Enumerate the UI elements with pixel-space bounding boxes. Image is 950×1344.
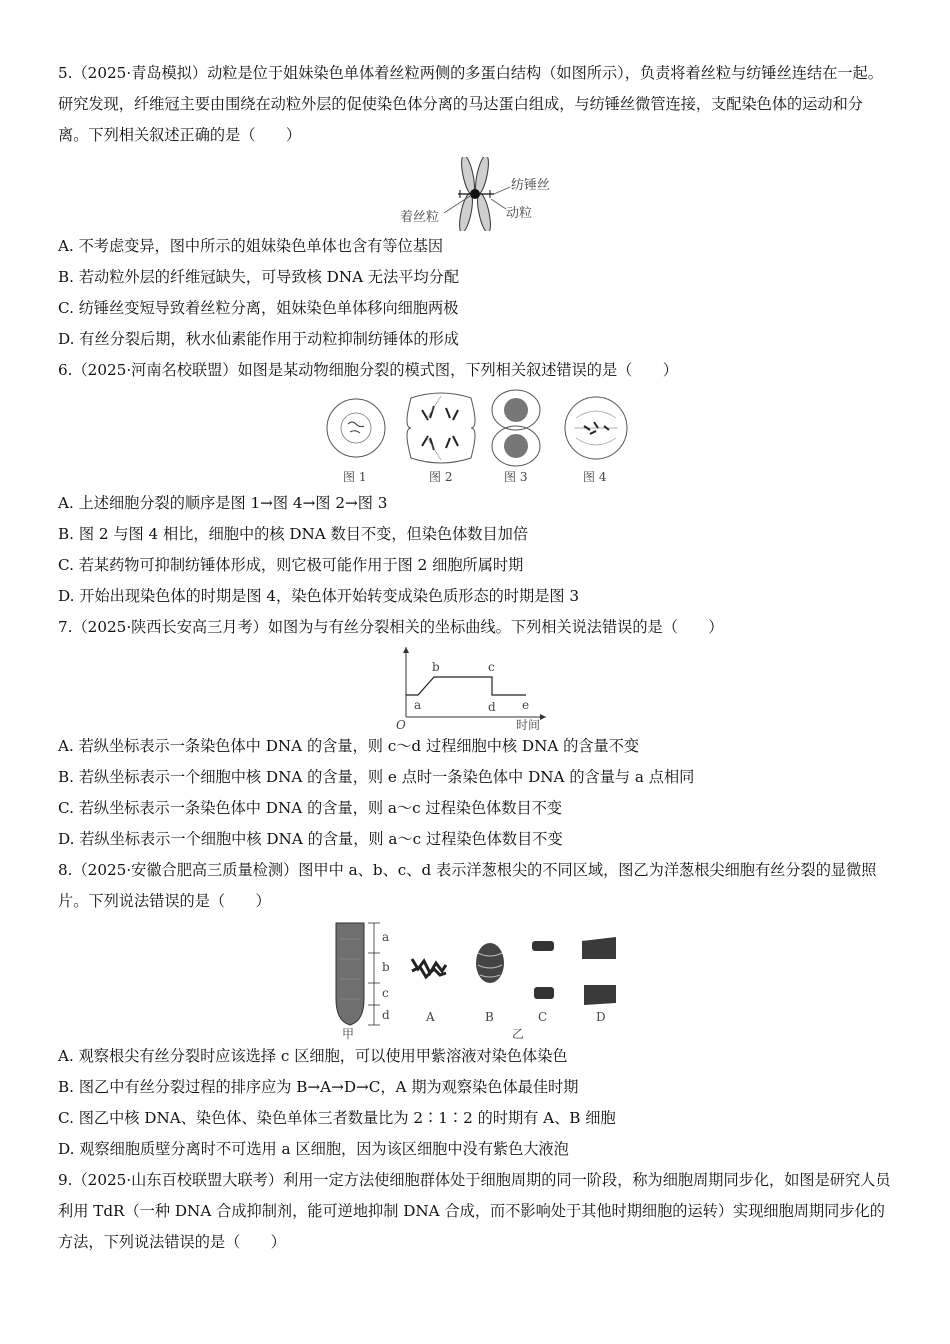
cell-label-a: A (426, 1010, 435, 1024)
fig-label-1: 图 1 (343, 470, 367, 484)
q7-option-b: B. 若纵坐标表示一个细胞中核 DNA 的含量，则 e 点时一条染色体中 DNA 的含量与 a 点相同 (58, 768, 695, 786)
graph-xlabel: 时间 (516, 718, 541, 731)
cell-figure-3 (492, 390, 540, 466)
chromosome-illustration (444, 157, 510, 231)
label-yi: 乙 (512, 1027, 525, 1041)
q6-option-c: C. 若某药物可抑制纺锤体形成，则它极可能作用于图 2 细胞所属时期 (58, 556, 524, 574)
graph-curve (406, 677, 526, 695)
q8-option-d: D. 观察细胞质壁分离时不可选用 a 区细胞，因为该区细胞中没有紫色大液泡 (58, 1140, 569, 1158)
cell-figure-1 (327, 399, 385, 457)
zone-b: b (382, 960, 390, 974)
q7-option-c: C. 若纵坐标表示一条染色体中 DNA 的含量，则 a～c 过程染色体数目不变 (58, 799, 563, 817)
graph-point-a: a (414, 698, 422, 712)
q8-option-a: A. 观察根尖有丝分裂时应该选择 c 区细胞，可以使用甲紫溶液对染色体染色 (58, 1047, 568, 1065)
q7-option-a: A. 若纵坐标表示一条染色体中 DNA 的含量，则 c～d 过程细胞中核 DNA 的含量不变 (58, 737, 640, 755)
q8-stem: 8.（2025·安徽合肥高三质量检测）图甲中 a、b、c、d 表示洋葱根尖的不同区域，图乙为洋葱根尖细胞有丝分裂的显微照片。下列说法错误的是（ ） (58, 861, 877, 910)
micrograph-d (582, 937, 616, 1005)
cell-label-c: C (538, 1010, 548, 1024)
graph-point-c: c (488, 660, 495, 674)
label-jia: 甲 (342, 1027, 355, 1041)
cell-label-d: D (596, 1010, 606, 1024)
micrograph-b (476, 943, 504, 983)
q6-option-d: D. 开始出现染色体的时期是图 4，染色体开始转变成染色质形态的时期是图 3 (58, 587, 580, 605)
q5-stem: 5.（2025·青岛模拟）动粒是位于姐妹染色单体着丝粒两侧的多蛋白结构（如图所示），负责将着丝粒与纺锤丝连结在一起。研究发现，纤维冠主要由围绕在动粒外层的促使染色体分离的马达蛋白组成，与纺锤丝微管连接，支配染色体的运动和分离。下列相关叙述正确的是（ ） (58, 64, 883, 144)
fig-label-3: 图 3 (504, 470, 528, 484)
graph-point-d: d (488, 700, 496, 714)
q7-option-d: D. 若纵坐标表示一个细胞中核 DNA 的含量，则 a～c 过程染色体数目不变 (58, 830, 563, 848)
root-tip-photo (336, 923, 364, 1025)
zone-d: d (382, 1008, 390, 1022)
graph-origin: O (396, 718, 406, 731)
q9-stem: 9.（2025·山东百校联盟大联考）利用一定方法使细胞群体处于细胞周期的同一阶段，称为细胞周期同步化，如图是研究人员利用 TdR（一种 DNA 合成抑制剂，能可逆地抑制 DNA 合成，而不影响处于其他时期细胞的运转）实现细胞周期同步化的方法，下列说法错误的是（ ） (58, 1171, 891, 1251)
q5-option-b: B. 若动粒外层的纤维冠缺失，可导致核 DNA 无法平均分配 (58, 268, 460, 286)
question-page (58, 56, 892, 1258)
label-kinetochore: 动粒 (506, 206, 533, 221)
label-centromere: 着丝粒 (400, 210, 440, 225)
q5-option-a: A. 不考虑变异，图中所示的姐妹染色单体也含有等位基因 (58, 237, 444, 255)
q8-root-tip-figure (328, 919, 638, 1041)
label-spindle: 纺锤丝 (511, 178, 551, 193)
q7-coordinate-graph (394, 645, 554, 731)
q6-option-b: B. 图 2 与图 4 相比，细胞中的核 DNA 数目不变，但染色体数目加倍 (58, 525, 529, 543)
fig-label-4: 图 4 (583, 470, 607, 484)
q6-stem: 6.（2025·河南名校联盟）如图是某动物细胞分裂的模式图，下列相关叙述错误的是（ ） (58, 361, 678, 379)
cell-figure-2 (407, 393, 475, 463)
q6-option-a: A. 上述细胞分裂的顺序是图 1→图 4→图 2→图 3 (58, 494, 388, 512)
micrograph-c (532, 941, 554, 999)
zone-c: c (382, 986, 389, 1000)
q5-option-d: D. 有丝分裂后期，秋水仙素能作用于动粒抑制纺锤体的形成 (58, 330, 459, 348)
cell-figure-4 (565, 397, 627, 459)
q5-kinetochore-figure (398, 157, 578, 231)
graph-point-e: e (522, 698, 530, 712)
zone-bracket (368, 923, 380, 1025)
q5-option-c: C. 纺锤丝变短导致着丝粒分离，姐妹染色单体移向细胞两极 (58, 299, 459, 317)
cell-label-b: B (485, 1010, 494, 1024)
zone-a: a (382, 930, 390, 944)
micrograph-a (412, 959, 446, 977)
q7-stem: 7.（2025·陕西长安高三月考）如图为与有丝分裂相关的坐标曲线。下列相关说法错误的是（ ） (58, 618, 724, 636)
q8-option-b: B. 图乙中有丝分裂过程的排序应为 B→A→D→C，A 期为观察染色体最佳时期 (58, 1078, 579, 1096)
q8-option-c: C. 图乙中核 DNA、染色体、染色单体三者数量比为 2∶1∶2 的时期有 A、B 细胞 (58, 1109, 616, 1127)
q6-cell-division-figure (326, 388, 646, 488)
graph-point-b: b (432, 660, 440, 674)
fig-label-2: 图 2 (429, 470, 453, 484)
